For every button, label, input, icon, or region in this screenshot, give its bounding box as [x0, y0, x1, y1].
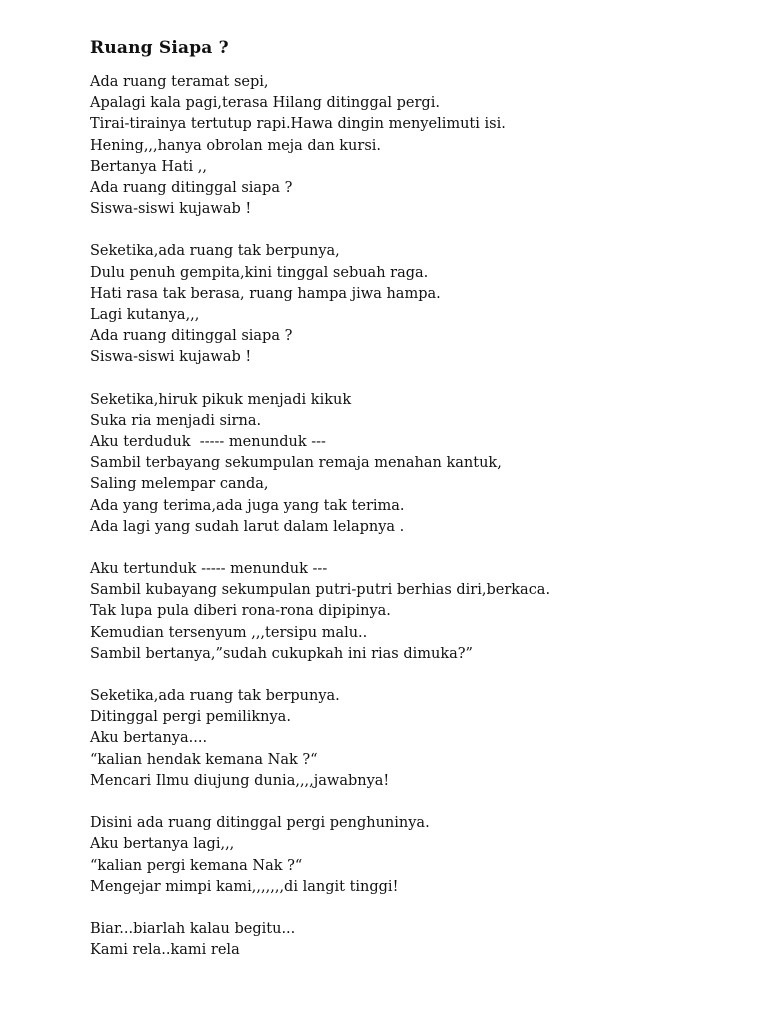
poem-line: Aku bertanya lagi,,,: [90, 836, 235, 853]
poem-line: Hening,,,hanya obrolan meja dan kursi.: [90, 137, 382, 154]
poem-line: Ada yang terima,ada juga yang tak terima.: [90, 497, 405, 514]
poem-line: Aku tertunduk ----- menunduk ---: [90, 561, 328, 578]
poem-line: Hati rasa tak berasa, ruang hampa jiwa hampa.: [90, 285, 441, 302]
poem-line: “kalian hendak kemana Nak ?“: [90, 751, 318, 768]
poem-line: Seketika,hiruk pikuk menjadi kikuk: [90, 391, 352, 408]
poem-line: Suka ria menjadi sirna.: [90, 412, 262, 429]
stanza-3: [90, 390, 750, 538]
poem-line: Sambil bertanya,”sudah cukupkah ini rias dimuka?”: [90, 645, 473, 662]
poem-line: Ada lagi yang sudah larut dalam lelapnya .: [90, 518, 405, 535]
poem-line: Kami rela..kami rela: [90, 942, 240, 959]
poem-line: Siswa-siswi kujawab !: [90, 201, 252, 218]
poem-line: Aku bertanya....: [90, 730, 208, 747]
poem-line: Tak lupa pula diberi rona-rona dipipinya.: [90, 603, 391, 620]
poem-line: Aku terduduk ----- menunduk ---: [90, 434, 326, 451]
poem-line: Kemudian tersenyum ,,,tersipu malu..: [90, 624, 368, 641]
poem-line: Apalagi kala pagi,terasa Hilang ditinggal pergi.: [90, 95, 440, 112]
poem-line: Ada ruang ditinggal siapa ?: [90, 180, 293, 197]
poem-line: Lagi kutanya,,,: [90, 307, 200, 324]
poem-line: Ditinggal pergi pemiliknya.: [90, 709, 291, 726]
poem-line: Dulu penuh gempita,kini tinggal sebuah raga.: [90, 264, 429, 281]
poem-title: Ruang Siapa ?: [90, 38, 229, 58]
poem-line: Seketika,ada ruang tak berpunya.: [90, 688, 340, 705]
poem-line: Biar...biarlah kalau begitu...: [90, 920, 296, 937]
stanza-5: [90, 686, 750, 792]
poem-line: Seketika,ada ruang tak berpunya,: [90, 243, 340, 260]
stanza-4: [90, 559, 750, 665]
poem-line: Siswa-siswi kujawab !: [90, 349, 252, 366]
stanza-1: [90, 72, 750, 220]
poem-line: Disini ada ruang ditinggal pergi penghuninya.: [90, 815, 430, 832]
poem-line: Ada ruang teramat sepi,: [90, 74, 269, 90]
poem-line: Mencari Ilmu diujung dunia,,,,jawabnya!: [90, 772, 390, 789]
poem-line: Mengejar mimpi kami,,,,,,,di langit tinggi!: [90, 878, 399, 895]
poem-line: Bertanya Hati ,,: [90, 158, 208, 175]
stanza-6: [90, 813, 750, 898]
poem-line: “kalian pergi kemana Nak ?“: [90, 857, 303, 874]
poem-line: Ada ruang ditinggal siapa ?: [90, 328, 293, 345]
poem-line: Saling melempar canda,: [90, 476, 269, 493]
stanza-2: [90, 241, 750, 368]
poem-line: Tirai-tirainya tertutup rapi.Hawa dingin menyelimuti isi.: [90, 116, 506, 133]
poem-body: [90, 72, 750, 982]
stanza-7: [90, 919, 750, 961]
poem-line: Sambil terbayang sekumpulan remaja menahan kantuk,: [90, 455, 502, 472]
poem-line: Sambil kubayang sekumpulan putri-putri berhias diri,berkaca.: [90, 582, 551, 599]
